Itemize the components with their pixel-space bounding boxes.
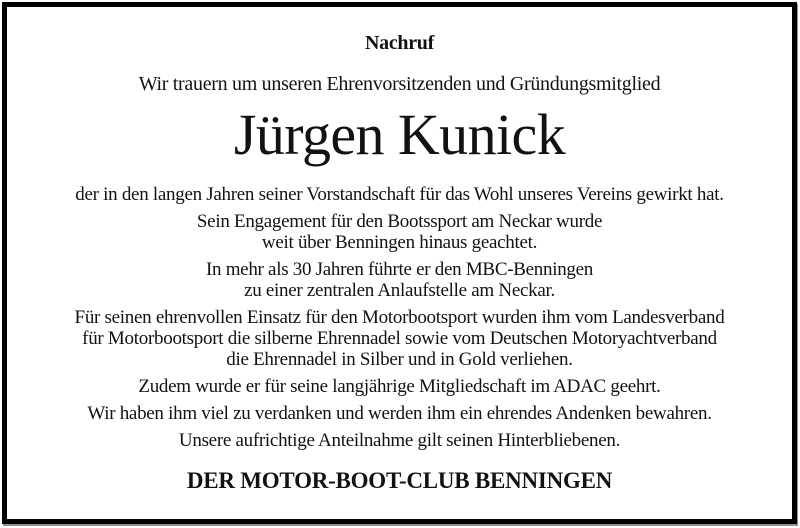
- body-line: Wir haben ihm viel zu verdanken und werden ihm ein ehrendes Andenken bewahren.: [87, 403, 712, 424]
- paragraph: [17, 307, 782, 370]
- body-line: der in den langen Jahren seiner Vorstandschaft für das Wohl unseres Vereins gewirkt hat.: [75, 184, 724, 205]
- club-signature: DER MOTOR-BOOT-CLUB BENNINGEN: [186, 468, 613, 493]
- paragraph: [17, 403, 782, 424]
- obituary-frame: [2, 2, 797, 524]
- body-line: In mehr als 30 Jahren führte er den MBC-Benningen: [205, 259, 594, 280]
- deceased-name: Jürgen Kunick: [233, 102, 566, 167]
- paragraph: [17, 259, 782, 301]
- body-line: die Ehrennadel in Silber und in Gold verliehen.: [226, 349, 573, 370]
- body-line: Sein Engagement für den Bootssport am Neckar wurde: [196, 211, 603, 232]
- paragraph: [17, 430, 782, 451]
- body-line: zu einer zentralen Anlaufstelle am Neckar.: [244, 280, 555, 301]
- body-line: für Motorbootsport die silberne Ehrennadel sowie vom Deutschen Motoryachtverband: [82, 328, 717, 349]
- paragraph: [17, 211, 782, 253]
- closing-line: Unsere aufrichtige Anteilnahme gilt seinen Hinterbliebenen.: [178, 430, 621, 451]
- intro-line: Wir trauern um unseren Ehrenvorsitzenden und Gründungsmitglied: [138, 73, 661, 95]
- paragraph: [17, 184, 782, 205]
- paragraph: [17, 376, 782, 397]
- body-line: Für seinen ehrenvollen Einsatz für den Motorbootsport wurden ihm vom Landesverband: [74, 307, 725, 328]
- obituary-body: [17, 184, 782, 451]
- obituary-header: Nachruf: [364, 32, 434, 54]
- body-line: Zudem wurde er für seine langjährige Mitgliedschaft im ADAC geehrt.: [138, 376, 661, 397]
- body-line: weit über Benningen hinaus geachtet.: [261, 232, 538, 253]
